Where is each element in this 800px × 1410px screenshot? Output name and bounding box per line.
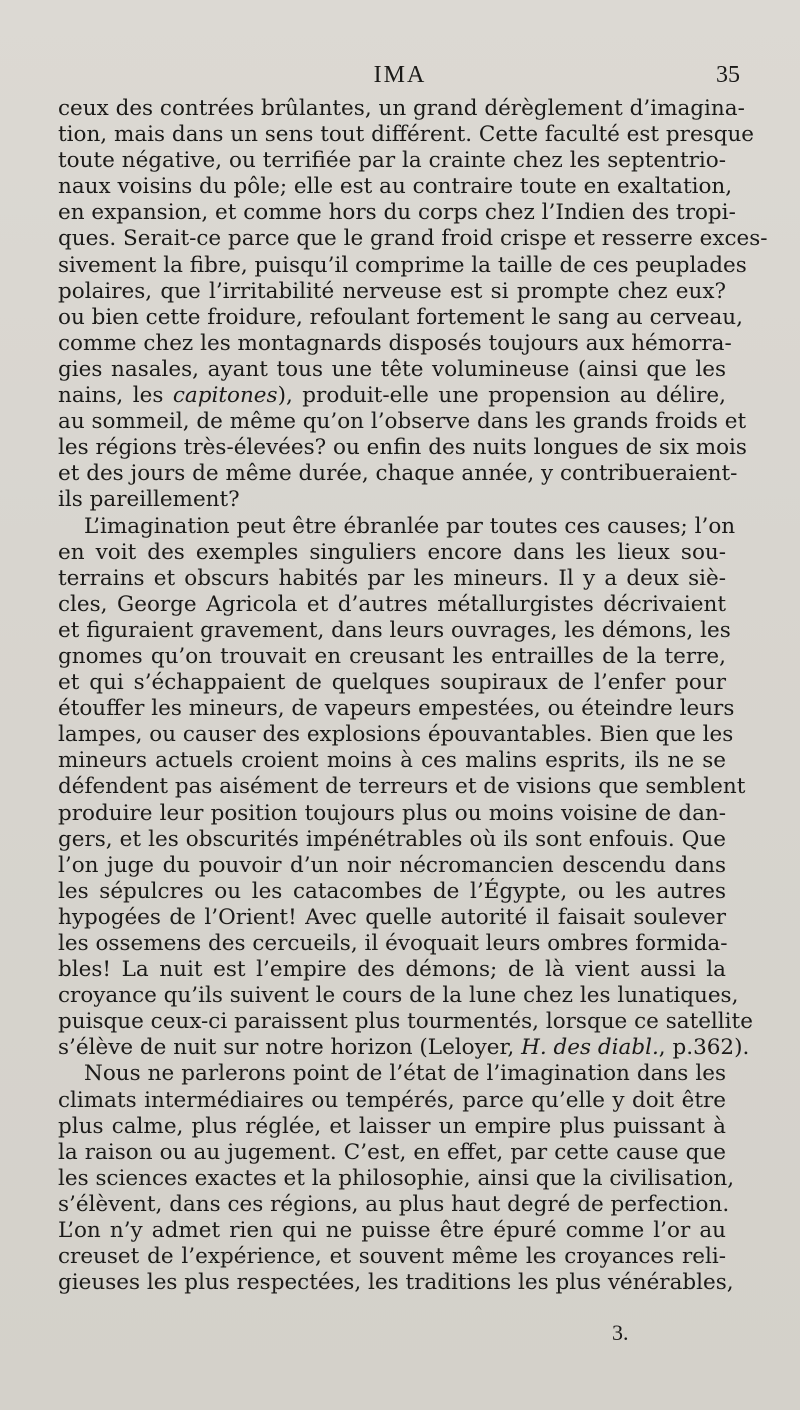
- text-line: s’élèvent, dans ces régions, au plus haut degré de perfection.: [58, 1191, 730, 1217]
- text-line: en expansion, et comme hors du corps chez l’Indien des tropi-: [58, 200, 736, 226]
- paragraph: [58, 513, 753, 1062]
- text-line: plus calme, plus réglée, et laisser un empire plus puissant à: [58, 1113, 726, 1139]
- text-line: mineurs actuels croient moins à ces malins esprits, ils ne se: [58, 748, 726, 774]
- text-line: lampes, ou causer des explosions épouvantables. Bien que les: [58, 722, 734, 748]
- italic-term: capitones: [172, 383, 278, 409]
- text-line: bles! La nuit est l’empire des démons; de là vient aussi la: [58, 957, 726, 983]
- running-head: IMA: [373, 62, 427, 88]
- text-line: s’élève de nuit sur notre horizon (Leloyer, H. des diabl., p.362).: [58, 1035, 750, 1061]
- text-line: gnomes qu’on trouvait en creusant les entrailles de la terre,: [58, 643, 726, 669]
- text-line: comme chez les montagnards disposés toujours aux hémorra-: [58, 330, 732, 356]
- text-line: produire leur position toujours plus ou moins voisine de dan-: [58, 800, 726, 826]
- signature-mark: 3.: [612, 1320, 629, 1345]
- text-line: l’on juge du pouvoir d’un noir nécromancien descendu dans: [58, 852, 726, 878]
- paragraph: [58, 1061, 735, 1296]
- page-number: 35: [716, 62, 740, 88]
- text-line: ou bien cette froidure, refoulant fortement le sang au cerveau,: [58, 304, 743, 330]
- text-line: puisque ceux-ci paraissent plus tourmentés, lorsque ce satellite: [58, 1009, 753, 1035]
- text-line: L’imagination peut être ébranlée par toutes ces causes; l’on: [84, 513, 736, 539]
- text-line: sivement la fibre, puisqu’il comprime la taille de ces peuplades: [58, 252, 747, 278]
- text-line: les sépulcres ou les catacombes de l’Égypte, ou les autres: [58, 878, 726, 904]
- text-line: climats intermédiaires ou tempérés, parce qu’elle y doit être: [58, 1087, 726, 1113]
- paragraph: [58, 96, 768, 514]
- text-line: les régions très-élevées? ou enfin des nuits longues de six mois: [58, 435, 747, 461]
- text-line: hypogées de l’Orient! Avec quelle autorité il faisait soulever: [58, 904, 726, 930]
- text-line: la raison ou au jugement. C’est, en effet, par cette cause que: [58, 1139, 726, 1165]
- text-line: défendent pas aisément de terreurs et de visions que semblent: [58, 774, 746, 800]
- text-line: Nous ne parlerons point de l’état de l’imagination dans les: [84, 1061, 726, 1087]
- text-line: gies nasales, ayant tous une tête volumineuse (ainsi que les: [58, 356, 726, 382]
- text-line: polaires, que l’irritabilité nerveuse est si prompte chez eux?: [58, 278, 726, 304]
- text-line: tion, mais dans un sens tout différent. Cette faculté est presque: [58, 122, 755, 148]
- text-line: creuset de l’expérience, et souvent même les croyances reli-: [58, 1244, 726, 1270]
- text-line: et qui s’échappaient de quelques soupiraux de l’enfer pour: [58, 670, 726, 696]
- body-text: [58, 96, 768, 1296]
- text-line: ques. Serait-ce parce que le grand froid crispe et resserre exces-: [58, 226, 768, 252]
- italic-term: H. des diabl.: [521, 1035, 659, 1061]
- text-line: toute négative, ou terrifiée par la crainte chez les septentrio-: [58, 148, 726, 174]
- text-line: et figuraient gravement, dans leurs ouvrages, les démons, les: [58, 617, 731, 643]
- text-line: au sommeil, de même qu’on l’observe dans les grands froids et: [58, 409, 747, 435]
- page-header: [60, 62, 740, 94]
- text-line: étouffer les mineurs, de vapeurs empestées, ou éteindre leurs: [58, 696, 735, 722]
- text-line: croyance qu’ils suivent le cours de la lune chez les lunatiques,: [58, 983, 739, 1009]
- text-line: et des jours de même durée, chaque année, y contribueraient-: [58, 461, 738, 487]
- text-line: gers, et les obscurités impénétrables où ils sont enfouis. Que: [58, 826, 726, 852]
- text-line: naux voisins du pôle; elle est au contraire toute en exaltation,: [58, 174, 733, 200]
- text-line: gieuses les plus respectées, les traditions les plus vénérables,: [58, 1270, 734, 1296]
- text-line: ils pareillement?: [58, 487, 240, 513]
- text-line: en voit des exemples singuliers encore dans les lieux sou-: [58, 539, 726, 565]
- text-line: L’on n’y admet rien qui ne puisse être épuré comme l’or au: [58, 1218, 726, 1244]
- text-line: les sciences exactes et la philosophie, ainsi que la civilisation,: [58, 1165, 735, 1191]
- text-line: terrains et obscurs habités par les mineurs. Il y a deux siè-: [58, 565, 726, 591]
- text-line: nains, les capitones), produit-elle une propension au délire,: [58, 383, 726, 409]
- text-line: les ossemens des cercueils, il évoquait leurs ombres formida-: [58, 931, 728, 956]
- text-line: cles, George Agricola et d’autres métallurgistes décrivaient: [58, 591, 726, 617]
- text-line: ceux des contrées brûlantes, un grand dérèglement d’imagina-: [58, 96, 745, 121]
